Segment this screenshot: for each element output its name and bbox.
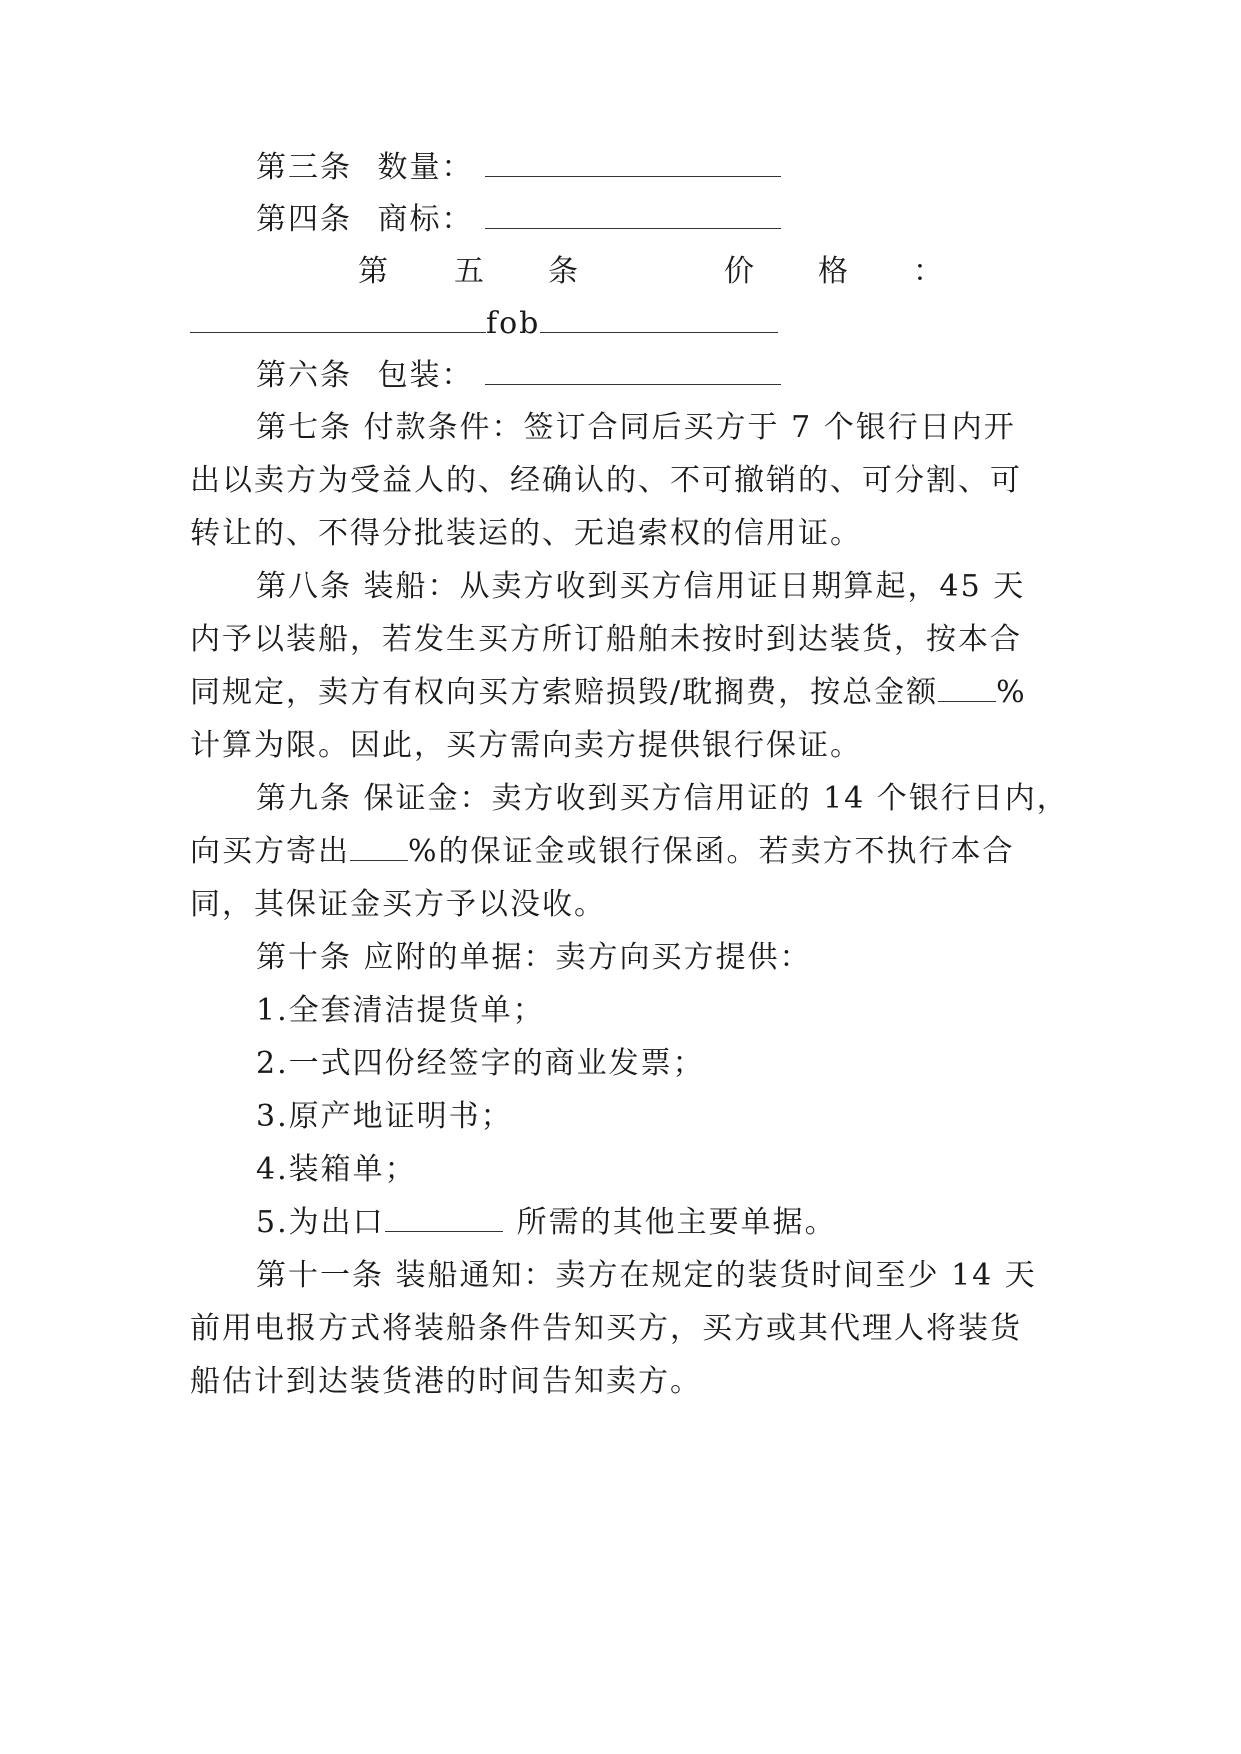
article-11-line-3: 船估计到达装货港的时间告知卖方。 — [190, 1364, 702, 1399]
article-10-item-5-blank — [385, 1203, 503, 1232]
article-10-item-3: 3.原产地证明书； — [256, 1099, 513, 1134]
article-7-line-2: 出以卖方为受益人的、经确认的、不可撤销的、可分割、可 — [190, 463, 1022, 498]
article-10-item-5-end: 所需的其他主要单据。 — [516, 1205, 837, 1240]
article-8-line-2: 内予以装船，若发生买方所订船舶未按时到达装货，按本合 — [190, 622, 1022, 657]
article-8-line-3 — [190, 673, 1050, 713]
article-3 — [256, 148, 1056, 188]
article-8-percent: % — [996, 675, 1027, 710]
article-5-char-1: 第 — [358, 254, 388, 289]
article-3-blank — [485, 148, 781, 177]
article-5-blank-after — [540, 304, 778, 333]
article-4 — [256, 200, 1056, 240]
article-6-blank — [485, 356, 781, 385]
article-7-line-1: 第七条 付款条件：签订合同后买方于 7 个银行日内开 — [256, 410, 1016, 445]
article-6-head: 第六条 — [256, 358, 352, 393]
article-9-line-1: 第九条 保证金：卖方收到买方信用证的 14 个银行日内， — [256, 781, 1069, 816]
article-5-fob: fob — [486, 306, 541, 341]
article-5-char-4: 价 — [724, 254, 754, 289]
article-9-line-2-end: %的保证金或银行保函。若卖方不执行本合 — [408, 834, 1015, 869]
article-11-line-1: 第十一条 装船通知：卖方在规定的装货时间至少 14 天 — [256, 1258, 1037, 1293]
article-3-label: 数量： — [377, 150, 474, 185]
article-6 — [256, 356, 1056, 396]
article-4-label: 商标： — [377, 202, 474, 237]
article-10-item-1: 1.全套清洁提货单； — [256, 993, 545, 1028]
article-5-fob-line — [190, 304, 1050, 344]
article-8-line-1: 第八条 装船：从卖方收到买方信用证日期算起，45 天 — [256, 569, 1026, 604]
article-8-line-3-text: 同规定，卖方有权向买方索赔损毁/耽搁费，按总金额 — [190, 675, 939, 710]
article-10-line-1: 第十条 应附的单据：卖方向买方提供： — [256, 940, 812, 975]
article-9-percent-blank — [350, 832, 408, 861]
article-5-char-6: ： — [913, 254, 943, 289]
article-7-line-3: 转让的、不得分批装运的、无追索权的信用证。 — [190, 516, 862, 551]
article-9-line-2-start: 向买方寄出 — [190, 834, 350, 869]
article-11-line-2: 前用电报方式将装船条件告知买方，买方或其代理人将装货 — [190, 1311, 1022, 1346]
article-10-item-5-start: 5.为出口 — [256, 1205, 385, 1240]
article-10-item-2: 2.一式四份经签字的商业发票； — [256, 1046, 705, 1081]
article-5-char-2: 五 — [454, 254, 484, 289]
article-3-head: 第三条 — [256, 150, 352, 185]
article-5-char-5: 格 — [818, 254, 848, 289]
article-8-line-4: 计算为限。因此，买方需向卖方提供银行保证。 — [190, 728, 862, 763]
article-8-percent-blank — [938, 673, 996, 702]
article-4-head: 第四条 — [256, 202, 352, 237]
article-10-item-4: 4.装箱单； — [256, 1152, 417, 1187]
article-6-label: 包装： — [377, 358, 474, 393]
article-9-line-3: 同，其保证金买方予以没收。 — [190, 887, 606, 922]
article-10-item-5 — [256, 1203, 1056, 1243]
article-5-blank-before — [190, 304, 486, 333]
article-4-blank — [485, 200, 781, 229]
article-5-char-3: 条 — [548, 254, 578, 289]
article-9-line-2 — [190, 832, 1050, 872]
